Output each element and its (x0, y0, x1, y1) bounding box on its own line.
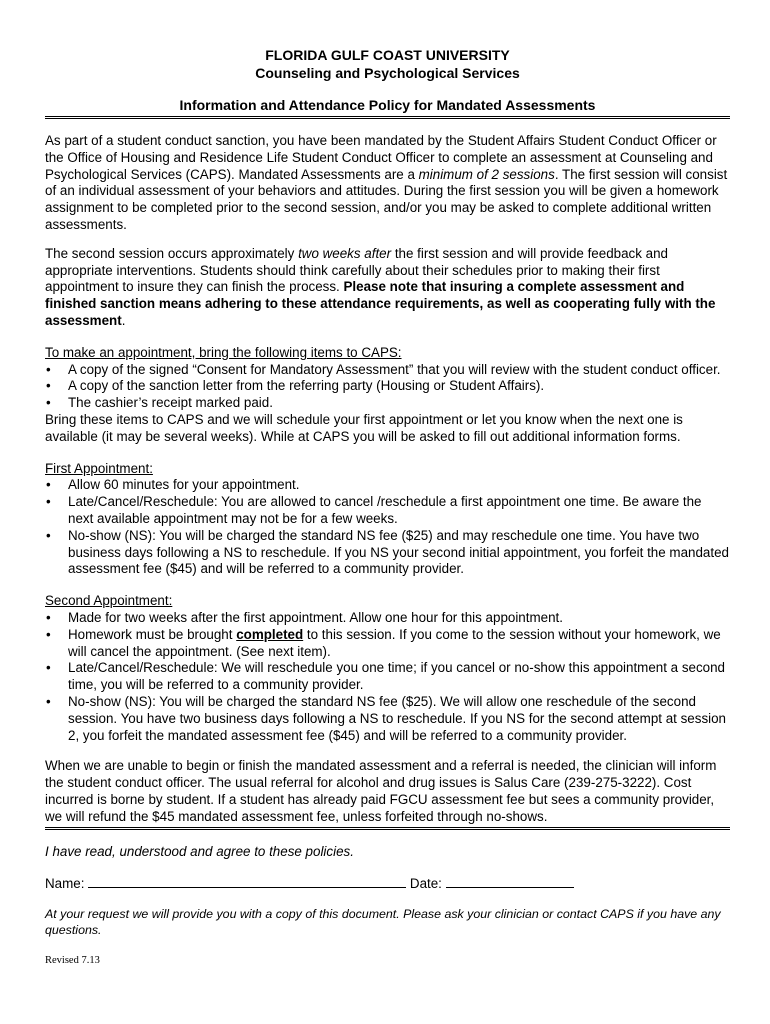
acknowledgement-text: I have read, understood and agree to these policies. (45, 844, 354, 860)
first-appointment-heading: First Appointment: (45, 460, 153, 476)
bullet-icon: • (46, 395, 51, 411)
list-item (45, 494, 730, 528)
list-item-text: Allow 60 minutes for your appointment. (68, 477, 300, 493)
list-item (45, 395, 730, 412)
list-item (45, 694, 730, 744)
list-item (45, 477, 730, 494)
name-field[interactable] (88, 875, 406, 888)
header (45, 46, 730, 119)
list-item-text: A copy of the signed “Consent for Mandatory Assessment” that you will review with the student conduct officer. (68, 361, 721, 377)
closing-paragraph: When we are unable to begin or finish the mandated assessment and a referral is needed, the clinician will inform the student conduct officer. The usual referral for alcohol and drug issues is Salus Care (239-275-3222). Cost incurred is borne by student. If a student has already paid FGCU assessment fee but sees a community provider, we will refund the $45 mandated assessment fee, unless forfeited through no-shows. (45, 758, 730, 830)
bullet-icon: • (46, 609, 51, 625)
signature-line (45, 875, 730, 893)
intro-p2-text-cont: the first session and will provide feedback and appropriate interventions. Students should think carefully about their schedules prior to making their first appointment to insure they can finish the process. (45, 245, 668, 295)
appointment-items-list (45, 362, 730, 412)
bullet-icon: • (46, 626, 51, 642)
list-item-text: A copy of the sanction letter from the referring party (Housing or Student Affairs). (68, 378, 545, 394)
policy-title: Information and Attendance Policy for Mandated Assessments (45, 96, 730, 119)
list-item (45, 528, 730, 578)
intro-p1-text-cont: . The first session will consist of an individual assessment of your behaviors and attitudes. During the first session you will be given a homework assignment to be completed prior to the second session, and/or you may be asked to complete additional written assessments. (45, 166, 728, 232)
intro-p2-bold: Please note that insuring a complete assessment and finished sanction means adhering to these attendance requirements, as well as cooperating fully with the assessment (45, 279, 716, 328)
list-item-text: Made for two weeks after the first appointment. Allow one hour for this appointment. (68, 609, 563, 625)
document-body (45, 46, 730, 967)
first-appointment-list (45, 477, 730, 578)
list-item-text: Late/Cancel/Reschedule: You are allowed to cancel /reschedule a first appointment one time. Be aware the next available appointment may not be for a few weeks. (68, 494, 702, 526)
list-item-text: No-show (NS): You will be charged the standard NS fee ($25). We will allow one reschedule of the second session. You have two business days following a NS to reschedule. If you NS for the second attempt at session 2, you forfeit the mandated assessment fee ($45) and will be referred to a community provider. (68, 693, 727, 743)
second-appointment-list (45, 610, 730, 744)
bullet-icon: • (46, 660, 51, 676)
intro-p1-text: As part of a student conduct sanction, you have been mandated by the Student Affairs Student Conduct Officer or the Office of Housing and Residence Life Student Conduct Officer to complete an assessment at Counseling and Psychological Services (CAPS). Mandated Assessments are a (45, 133, 717, 182)
university-name: FLORIDA GULF COAST UNIVERSITY (265, 47, 510, 63)
intro-paragraph-2 (45, 246, 730, 330)
date-label: Date: (406, 876, 446, 892)
appointment-heading: To make an appointment, bring the following items to CAPS: (45, 344, 402, 360)
completed-emphasis: completed (236, 626, 304, 642)
appointment-after-text: Bring these items to CAPS and we will schedule your first appointment or let you know when the next one is available (it may be several weeks). While at CAPS you will be asked to fill out additional information forms. (45, 411, 683, 444)
department-name: Counseling and Psychological Services (255, 65, 520, 81)
list-item-text-cont: to this session. If you come to the session without your homework, we will cancel the appointment. (See next item). (68, 626, 721, 659)
date-field[interactable] (446, 875, 574, 888)
name-label: Name: (45, 876, 89, 892)
second-appointment-heading: Second Appointment: (45, 593, 173, 609)
copy-note: At your request we will provide you with a copy of this document. Please ask your clinician or contact CAPS if you have any questions. (45, 907, 721, 937)
list-item-text: The cashier’s receipt marked paid. (68, 395, 273, 411)
intro-p1-emphasis: minimum of 2 sessions (418, 166, 555, 182)
list-item (45, 362, 730, 379)
intro-p2-emphasis: two weeks after (298, 245, 392, 261)
list-item (45, 627, 730, 661)
bullet-icon: • (46, 494, 51, 510)
revision-label: Revised 7.13 (45, 955, 100, 967)
intro-paragraph-1 (45, 133, 730, 234)
list-item (45, 660, 730, 694)
list-item (45, 378, 730, 395)
list-item-text: Homework must be brought (68, 626, 237, 642)
intro-p2-text: The second session occurs approximately (45, 245, 299, 261)
bullet-icon: • (46, 477, 51, 493)
bullet-icon: • (46, 378, 51, 394)
bullet-icon: • (46, 693, 51, 709)
list-item-text: Late/Cancel/Reschedule: We will reschedule you one time; if you cancel or no-show this appointment a second time, you will be referred to a community provider. (68, 660, 726, 693)
list-item (45, 610, 730, 627)
intro-p2-end: . (121, 312, 126, 328)
bullet-icon: • (46, 527, 51, 543)
bullet-icon: • (46, 361, 51, 377)
list-item-text: No-show (NS): You will be charged the standard NS fee ($25) and may reschedule one time. You have two business days following a NS to reschedule. If you NS your second initial appointment, you forfeit the mandated assessment fee ($45) and will be referred to a community provider. (68, 527, 729, 577)
